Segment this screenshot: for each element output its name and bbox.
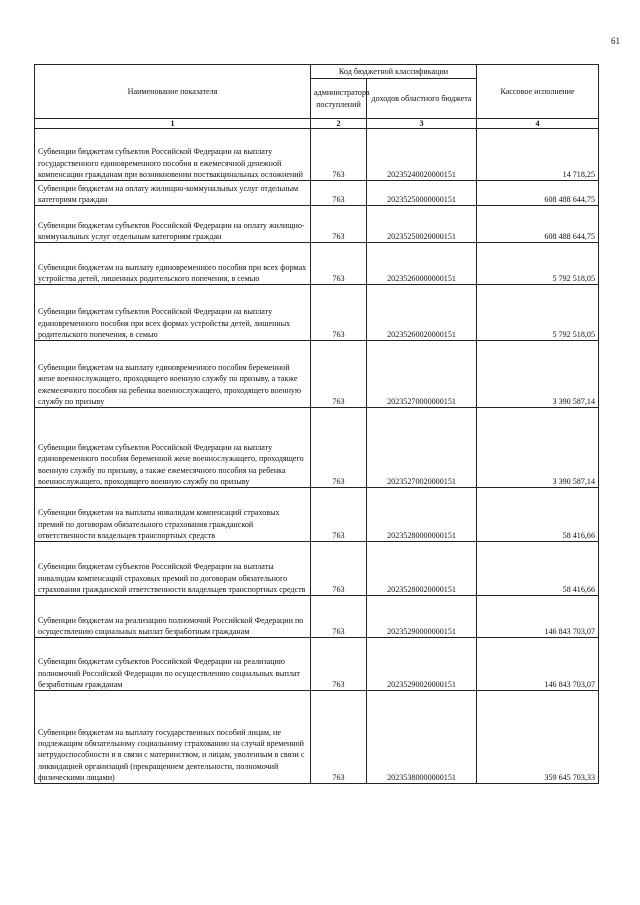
- table-row: [35, 408, 599, 488]
- administrator-code: 763: [311, 542, 367, 596]
- administrator-code: 763: [311, 129, 367, 181]
- indicator-name: Субвенции бюджетам на оплату жилищно-коммунальных услуг отдельным категориям граждан: [35, 181, 311, 206]
- column-number: 4: [477, 119, 599, 129]
- column-number: 2: [311, 119, 367, 129]
- income-code: 20235380000000151: [367, 691, 477, 784]
- indicator-name: Субвенции бюджетам субъектов Российской Федерации на оплату жилищно-коммунальных услуг отдельным категориям граждан: [35, 206, 311, 243]
- table-row: [35, 181, 599, 206]
- administrator-code: 763: [311, 596, 367, 638]
- execution-amount: 5 792 518,05: [477, 243, 599, 285]
- administrator-code: 763: [311, 341, 367, 408]
- execution-amount: 3 390 587,14: [477, 408, 599, 488]
- header-income-code: доходов областного бюджета: [367, 79, 477, 119]
- table-row: [35, 542, 599, 596]
- income-code: 20235290000000151: [367, 596, 477, 638]
- column-number: 1: [35, 119, 311, 129]
- income-code: 20235260020000151: [367, 285, 477, 341]
- execution-amount: 58 416,66: [477, 488, 599, 542]
- administrator-code: 763: [311, 638, 367, 691]
- indicator-name: Субвенции бюджетам на выплату единовременного пособия беременной жене военнослужащего, проходящего военную службу по призыву, а также ежемесячного пособия на ребенка военнослужащего, проходящего военную службу по призыву: [35, 341, 311, 408]
- table-row: [35, 243, 599, 285]
- header-kbk-group: Код бюджетной классификации: [311, 65, 477, 79]
- execution-amount: 5 792 518,05: [477, 285, 599, 341]
- indicator-name: Субвенции бюджетам субъектов Российской Федерации на выплату единовременного пособия беременной жене военнослужащего, проходящего военную службу по призыву, а также ежемесячного пособия на ребенка военнослужащего, проходящего военную службу по призыву: [35, 408, 311, 488]
- execution-amount: 146 843 703,07: [477, 596, 599, 638]
- income-code: 20235260000000151: [367, 243, 477, 285]
- indicator-name: Субвенции бюджетам субъектов Российской Федерации на выплаты инвалидам компенсаций страховых премий по договорам обязательного страхования гражданской ответственности владельцев транспортных средств: [35, 542, 311, 596]
- administrator-code: 763: [311, 285, 367, 341]
- execution-amount: 146 843 703,07: [477, 638, 599, 691]
- page-number: 61: [611, 36, 620, 46]
- table-row: [35, 691, 599, 784]
- table-row: [35, 285, 599, 341]
- income-code: 20235270020000151: [367, 408, 477, 488]
- administrator-code: 763: [311, 488, 367, 542]
- income-code: 20235280000000151: [367, 488, 477, 542]
- table-row: [35, 638, 599, 691]
- indicator-name: Субвенции бюджетам субъектов Российской Федерации на выплату единовременного пособия при всех формах устройства детей, лишенных родительского попечения, в семью: [35, 285, 311, 341]
- income-code: 20235290020000151: [367, 638, 477, 691]
- execution-amount: 14 718,25: [477, 129, 599, 181]
- table-row: [35, 488, 599, 542]
- administrator-code: 763: [311, 206, 367, 243]
- administrator-code: 763: [311, 243, 367, 285]
- indicator-name: Субвенции бюджетам на выплату государственных пособий лицам, не подлежащим обязательному социальному страхованию на случай временной нетрудоспособности и в связи с материнством, и лицам, уволенным в связи с ликвидацией организаций (прекращением деятельности, полномочий физическими лицами): [35, 691, 311, 784]
- indicator-name: Субвенции бюджетам на выплату единовременного пособия при всех формах устройства детей, лишенных родительского попечения, в семью: [35, 243, 311, 285]
- indicator-name: Субвенции бюджетам субъектов Российской Федерации на выплату государственного единовременного пособия и ежемесячной денежной компенсации гражданам при возникновении поствакцинальных осложнений: [35, 129, 311, 181]
- column-number: 3: [367, 119, 477, 129]
- income-code: 20235240020000151: [367, 129, 477, 181]
- table-row: [35, 129, 599, 181]
- income-code: 20235270000000151: [367, 341, 477, 408]
- administrator-code: 763: [311, 408, 367, 488]
- execution-amount: 3 390 587,14: [477, 341, 599, 408]
- table-row: [35, 206, 599, 243]
- indicator-name: Субвенции бюджетам на выплаты инвалидам компенсаций страховых премий по договорам обязательного страхования гражданской ответственности владельцев транспортных средств: [35, 488, 311, 542]
- execution-amount: 608 488 644,75: [477, 206, 599, 243]
- execution-amount: 58 416,66: [477, 542, 599, 596]
- header-cash-execution: Кассовое исполнение: [477, 65, 599, 119]
- income-code: 20235250000000151: [367, 181, 477, 206]
- administrator-code: 763: [311, 691, 367, 784]
- execution-amount: 608 488 644,75: [477, 181, 599, 206]
- income-code: 20235250020000151: [367, 206, 477, 243]
- execution-amount: 359 645 703,33: [477, 691, 599, 784]
- indicator-name: Субвенции бюджетам на реализацию полномочий Российской Федерации по осуществлению социальных выплат безработным гражданам: [35, 596, 311, 638]
- income-code: 20235280020000151: [367, 542, 477, 596]
- budget-execution-table: [34, 64, 599, 784]
- administrator-code: 763: [311, 181, 367, 206]
- table-row: [35, 596, 599, 638]
- table-row: [35, 341, 599, 408]
- indicator-name: Субвенции бюджетам субъектов Российской Федерации на реализацию полномочий Российской Федерации по осуществлению социальных выплат безработным гражданам: [35, 638, 311, 691]
- header-indicator-name: Наименование показателя: [35, 65, 311, 119]
- header-administrator: администратора поступлений: [311, 79, 367, 119]
